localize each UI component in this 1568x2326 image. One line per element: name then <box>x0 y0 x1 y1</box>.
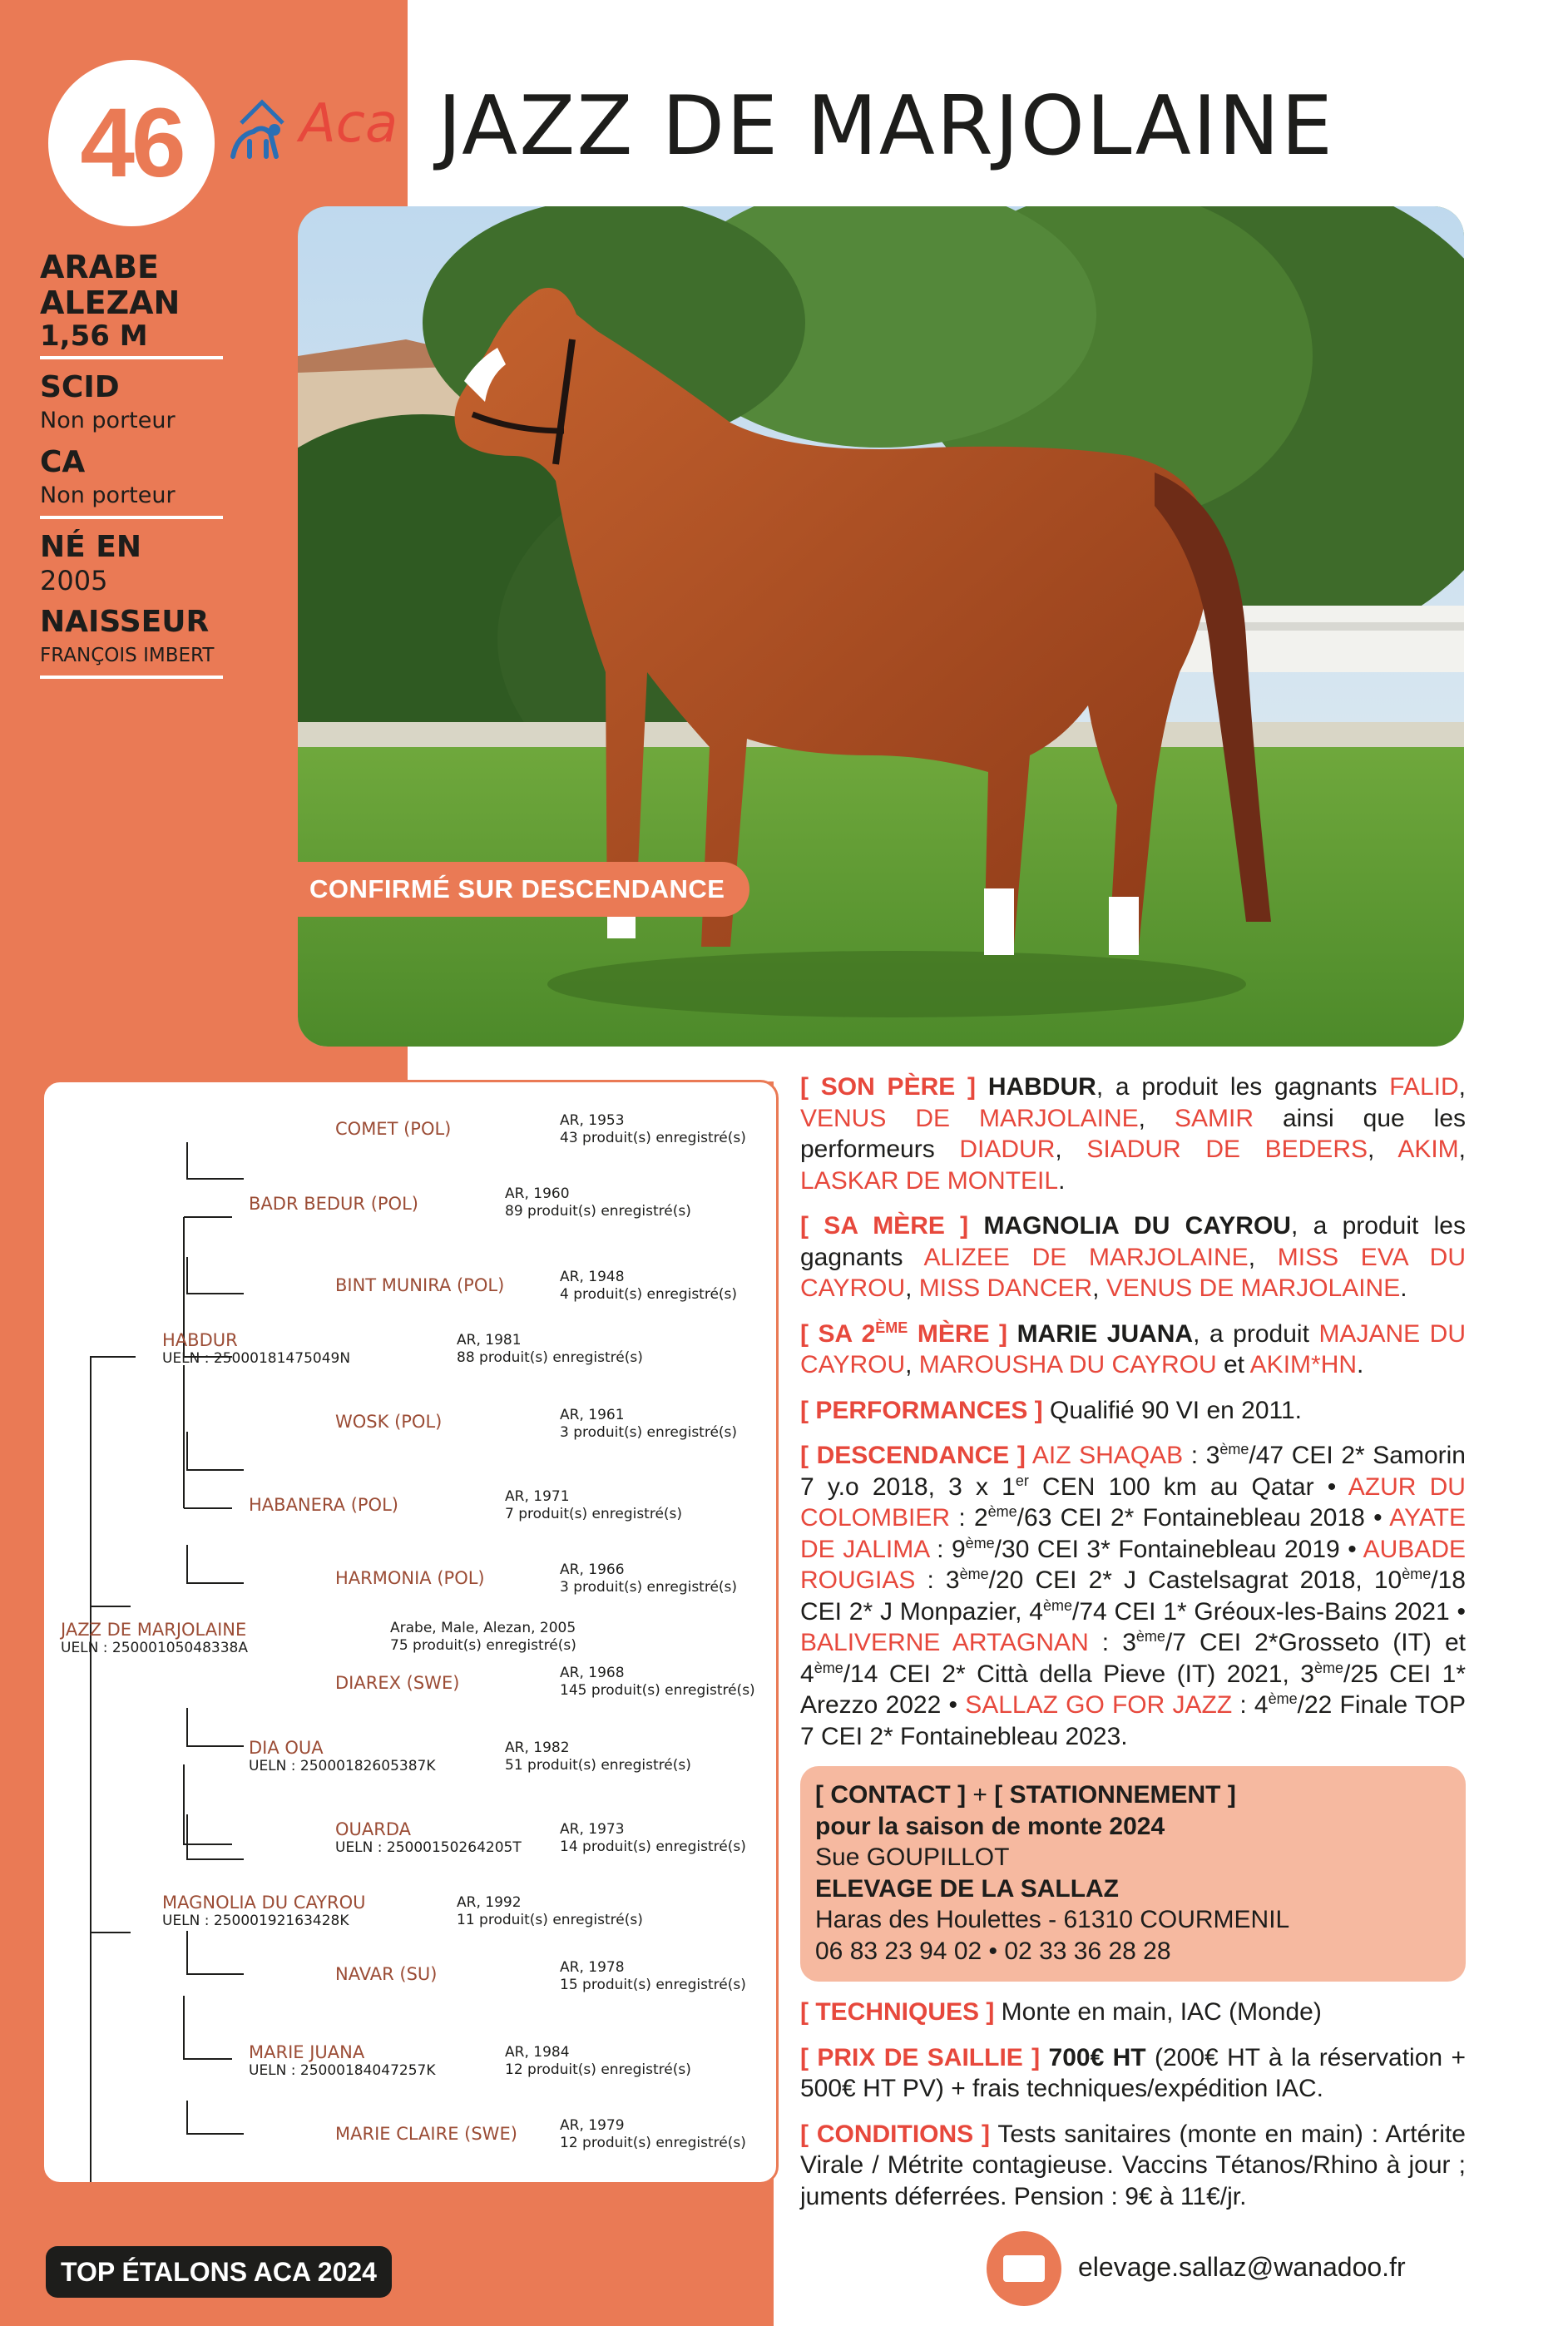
horse-photo <box>298 206 1464 1047</box>
pedigree-sd-info2: 7 produit(s) enregistré(s) <box>505 1506 683 1522</box>
dam-winner-2: MISS EVA DU CAYROU <box>800 1243 1466 1302</box>
ca-value: Non porteur <box>40 483 176 508</box>
sire-name: HABDUR <box>987 1073 1096 1101</box>
conditions-text: Tests sanitaires (monte en main) : Artérite Virale / Métrite contagieuse. Vaccins Tétanos/Rhino à jour ; juments déferrées. Pension : 9€ à 11€/jr. <box>800 2120 1466 2210</box>
contact-plus: + <box>966 1781 995 1809</box>
sire-winner-3: SAMIR <box>1174 1104 1254 1132</box>
offspring-horse-3: AYATE DE JALIMA <box>800 1504 1466 1563</box>
pedigree-ddd-name: MARIE CLAIRE (SWE) <box>335 2124 517 2144</box>
breeder-label: NAISSEUR <box>40 605 210 639</box>
pedigree-sire-info1: AR, 1981 <box>457 1332 522 1349</box>
pedigree-ss-info2: 89 produit(s) enregistré(s) <box>505 1203 691 1220</box>
aca-logo-text: Aca <box>299 93 398 155</box>
performances-paragraph <box>800 1395 1466 1427</box>
contact-box <box>800 1766 1466 1982</box>
pedigree-ds-info <box>505 1740 691 1774</box>
season-line: pour la saison de monte 2024 <box>815 1812 1165 1840</box>
scid-block <box>40 369 223 441</box>
pedigree-sss-info <box>560 1112 746 1147</box>
offspring-horse-1: AIZ SHAQAB <box>1031 1442 1184 1469</box>
pedigree-dd-info <box>505 2044 691 2079</box>
mail-icon <box>987 2231 1061 2306</box>
sire-label: [ SON PÈRE ] <box>800 1073 977 1101</box>
catalog-number-badge <box>48 60 215 226</box>
pedigree-sss-info1: AR, 1953 <box>560 1112 625 1129</box>
breed-block <box>40 250 223 359</box>
granddam-paragraph: [ SA 2ÈME MÈRE ] MARIE JUANA, a produit MAJANE DU CAYROU, MAROUSHA DU CAYROU et AKIM*HN. <box>800 1319 1466 1378</box>
pedigree-sss-info2: 43 produit(s) enregistré(s) <box>560 1130 746 1146</box>
pedigree-dds-info <box>560 1959 746 1994</box>
pedigree-sds-name: WOSK (POL) <box>335 1412 443 1432</box>
granddam-text-1: , a produit <box>1193 1319 1319 1348</box>
pedigree-dsd-info1: AR, 1973 <box>560 1821 625 1838</box>
pedigree-subject-ueln: UELN : 25000105048338A <box>61 1640 248 1656</box>
pedigree-ddd-info1: AR, 1979 <box>560 2117 625 2134</box>
pedigree-sd-info1: AR, 1971 <box>505 1488 570 1505</box>
pedigree-ds-info1: AR, 1982 <box>505 1740 570 1756</box>
pedigree-dss-name: DIAREX (SWE) <box>335 1673 460 1693</box>
sire-text-1: , a produit les gagnants <box>1096 1073 1390 1101</box>
pedigree-ds-name: DIA OUA <box>249 1738 324 1758</box>
pedigree-subject-name: JAZZ DE MARJOLAINE <box>61 1620 247 1640</box>
contact-address: Haras des Houlettes - 61310 COURMENIL <box>815 1906 1290 1933</box>
contact-phone[interactable]: 06 83 23 94 02 • 02 33 36 28 28 <box>815 1937 1171 1965</box>
born-label: NÉ EN <box>40 530 141 564</box>
pedigree-subject-info1: Arabe, Male, Alezan, 2005 <box>390 1620 576 1636</box>
pedigree-dsd-ueln: UELN : 25000150264205T <box>335 1839 522 1856</box>
ca-label: CA <box>40 445 86 479</box>
breeder-block <box>40 604 223 679</box>
pedigree-sire-info <box>457 1332 643 1367</box>
pedigree-ss-info <box>505 1185 691 1220</box>
pedigree-dd-info2: 12 produit(s) enregistré(s) <box>505 2061 691 2078</box>
pedigree-dam-info2: 11 produit(s) enregistré(s) <box>457 1912 643 1928</box>
contact-email[interactable]: elevage.sallaz@wanadoo.fr <box>1078 2252 1406 2282</box>
pedigree-dds-info2: 15 produit(s) enregistré(s) <box>560 1977 746 1993</box>
offspring-horse-5: BALIVERNE ARTAGNAN <box>800 1629 1089 1656</box>
pedigree-sds-info <box>560 1407 737 1442</box>
offspring-horse-6: SALLAZ GO FOR JAZZ <box>965 1691 1233 1719</box>
pedigree-chart <box>42 1080 779 2185</box>
envelope-icon <box>1003 2255 1045 2282</box>
dam-winner-3: MISS DANCER <box>918 1274 1093 1302</box>
sire-text-2: ainsi que les performeurs <box>800 1104 1466 1163</box>
granddam-name: MARIE JUANA <box>1016 1319 1194 1348</box>
pedigree-dds-info1: AR, 1978 <box>560 1959 625 1976</box>
contact-organisation: ELEVAGE DE LA SALLAZ <box>815 1874 1120 1903</box>
pedigree-ssd-name: BINT MUNIRA (POL) <box>335 1275 505 1295</box>
contact-heading <box>815 1779 1451 1811</box>
pedigree-sds-info2: 3 produit(s) enregistré(s) <box>560 1424 738 1441</box>
performances-label: [ PERFORMANCES ] <box>800 1396 1043 1424</box>
pedigree-sdd-info2: 3 produit(s) enregistré(s) <box>560 1579 738 1596</box>
sire-performer-3: AKIM <box>1397 1136 1459 1163</box>
catalog-number: 46 <box>80 88 183 198</box>
pedigree-ddd-info2: 12 produit(s) enregistré(s) <box>560 2135 746 2151</box>
catalog-footer-text: TOP ÉTALONS ACA 2024 <box>61 2256 377 2287</box>
pedigree-ddd-info <box>560 2117 746 2152</box>
pedigree-dam-info <box>457 1894 643 1929</box>
pedigree-ss-name: BADR BEDUR (POL) <box>249 1194 418 1214</box>
pedigree-dam-ueln: UELN : 25000192163428K <box>162 1913 349 1929</box>
granddam-label <box>800 1320 1007 1348</box>
pedigree-sdd-info1: AR, 1966 <box>560 1561 625 1578</box>
horse-photo-illustration <box>298 206 1464 1047</box>
sire-performer-1: DIADUR <box>959 1136 1056 1163</box>
breed: ARABE <box>40 249 160 285</box>
pedigree-ds-ueln: UELN : 25000182605387K <box>249 1758 436 1774</box>
sire-winner-1: FALID <box>1389 1073 1459 1101</box>
dam-winner-4: VENUS DE MARJOLAINE <box>1106 1274 1401 1302</box>
coat: ALEZAN <box>40 285 181 321</box>
horse-name-title: JAZZ DE MARJOLAINE <box>438 79 1334 174</box>
price-text: (200€ HT à la réservation + 500€ HT PV) + frais techniques/expédition IAC. <box>800 2043 1466 2102</box>
pedigree-ssd-info2: 4 produit(s) enregistré(s) <box>560 1286 738 1303</box>
granddam-label-b: MÈRE ] <box>908 1319 1008 1348</box>
pedigree-dss-info <box>560 1665 755 1700</box>
ca-block <box>40 444 223 519</box>
pedigree-dds-name: NAVAR (SU) <box>335 1964 438 1984</box>
pedigree-dss-info1: AR, 1968 <box>560 1665 625 1681</box>
pedigree-dsd-info <box>560 1821 746 1856</box>
pedigree-subject-info2: 75 produit(s) enregistré(s) <box>390 1637 576 1654</box>
pedigree-ssd-info1: AR, 1948 <box>560 1269 625 1285</box>
scid-label: SCID <box>40 370 120 404</box>
price-paragraph <box>800 2042 1466 2105</box>
born-block <box>40 529 223 601</box>
pedigree-ss-info1: AR, 1960 <box>505 1185 570 1202</box>
offspring-horse-4: AUBADE ROUGIAS <box>800 1535 1466 1594</box>
scid-value: Non porteur <box>40 408 176 433</box>
pedigree-sire-info2: 88 produit(s) enregistré(s) <box>457 1349 643 1366</box>
pedigree-dss-info2: 145 produit(s) enregistré(s) <box>560 1682 755 1699</box>
pedigree-dd-info1: AR, 1984 <box>505 2044 570 2061</box>
contact-label: [ CONTACT ] <box>815 1781 967 1809</box>
offspring-paragraph: [ DESCENDANCE ] AIZ SHAQAB : 3ème/47 CEI 2* Samorin 7 y.o 2018, 3 x 1er CEN 100 km au Qatar • AZUR DU COLOMBIER : 2ème/63 CEI 2* Fontainebleau 2018 • AYATE DE JALIMA : 9ème/30 CEI 3* Fontainebleau 2019 • AUBADE ROUGIAS : 3ème/20 CEI 2* J Castelsagrat 2018, 10ème/18 CEI 2* J Monpazier, 4ème/74 CEI 1* Gréoux-les-Bains 2021 • BALIVERNE ARTAGNAN : 3ème/7 CEI 2*Grosseto (IT) et 4ème/14 CEI 2* Città della Pieve (IT) 2021, 3ème/25 CEI 1* Arezzo 2022 • SALLAZ GO FOR JAZZ : 4ème/22 Finale TOP 7 CEI 2* Fontainebleau 2023. <box>800 1441 1466 1750</box>
description-column <box>800 1071 1466 2226</box>
offspring-label: [ DESCENDANCE ] <box>800 1442 1026 1469</box>
dam-winner-1: ALIZEE DE MARJOLAINE <box>923 1243 1249 1271</box>
sire-performer-4: LASKAR DE MONTEIL <box>800 1166 1059 1195</box>
granddam-winner-2: MAROUSHA DU CAYROU <box>918 1351 1217 1378</box>
pedigree-subject-info <box>390 1620 576 1655</box>
techniques-paragraph <box>800 1997 1466 2028</box>
confirmed-badge-text: CONFIRMÉ SUR DESCENDANCE <box>309 874 725 903</box>
height: 1,56 M <box>40 319 148 353</box>
dam-paragraph: [ SA MÈRE ] MAGNOLIA DU CAYROU, a produit les gagnants ALIZEE DE MARJOLAINE, MISS EVA DU CAYROU, MISS DANCER, VENUS DE MARJOLAINE. <box>800 1212 1466 1302</box>
pedigree-sds-info1: AR, 1961 <box>560 1407 625 1423</box>
dam-name: MAGNOLIA DU CAYROU <box>983 1212 1291 1240</box>
granddam-winner-1: MAJANE DU CAYROU <box>800 1319 1466 1378</box>
breeder-value: FRANÇOIS IMBERT <box>40 645 215 666</box>
pedigree-sd-info <box>505 1488 682 1523</box>
price-label: [ PRIX DE SAILLIE ] <box>800 2043 1041 2071</box>
horse-facts <box>40 250 223 689</box>
pedigree-dsd-info2: 14 produit(s) enregistré(s) <box>560 1839 746 1855</box>
station-label: [ STATIONNEMENT ] <box>994 1781 1236 1809</box>
pedigree-sd-name: HABANERA (POL) <box>249 1495 398 1515</box>
pedigree-dam-info1: AR, 1992 <box>457 1894 522 1911</box>
pedigree-sss-name: COMET (POL) <box>335 1119 452 1139</box>
dam-text-1: , a produit les gagnants <box>800 1212 1466 1271</box>
pedigree-sdd-name: HARMONIA (POL) <box>335 1568 485 1588</box>
sire-winner-2: VENUS DE MARJOLAINE <box>800 1104 1139 1132</box>
techniques-label: [ TECHNIQUES ] <box>800 1998 995 2026</box>
catalog-footer-badge <box>46 2246 392 2298</box>
sire-paragraph: [ SON PÈRE ] HABDUR, a produit les gagnants FALID, VENUS DE MARJOLAINE, SAMIR ainsi que les performeurs DIADUR, SIADUR DE BEDERS, AKIM, LASKAR DE MONTEIL. <box>800 1073 1467 1195</box>
price-value: 700€ HT <box>1048 2043 1146 2071</box>
pedigree-sdd-info <box>560 1561 737 1596</box>
dam-label: [ SA MÈRE ] <box>800 1212 969 1240</box>
pedigree-dd-ueln: UELN : 25000184047257K <box>249 2062 436 2079</box>
pedigree-dd-name: MARIE JUANA <box>249 2042 365 2062</box>
born-value: 2005 <box>40 565 108 596</box>
conditions-label: [ CONDITIONS ] <box>800 2120 991 2148</box>
pedigree-ssd-info <box>560 1269 737 1304</box>
confirmed-badge <box>298 862 749 917</box>
sire-performer-2: SIADUR DE BEDERS <box>1086 1136 1368 1163</box>
conditions-paragraph <box>800 2119 1466 2213</box>
granddam-label-a: [ SA 2 <box>800 1319 876 1348</box>
granddam-winner-3: AKIM*HN <box>1249 1351 1358 1378</box>
granddam-label-sup: ÈME <box>875 1319 908 1336</box>
techniques-text: Monte en main, IAC (Monde) <box>994 1998 1322 2026</box>
pedigree-sire-ueln: UELN : 25000181475049N <box>162 1350 351 1367</box>
contact-name: Sue GOUPILLOT <box>815 1843 1010 1871</box>
offspring-horse-2: AZUR DU COLOMBIER <box>800 1472 1466 1532</box>
pedigree-dsd-name: OUARDA <box>335 1819 412 1839</box>
pedigree-sire-name: HABDUR <box>162 1330 238 1350</box>
performances-text: Qualifié 90 VI en 2011. <box>1042 1396 1302 1424</box>
pedigree-ds-info2: 51 produit(s) enregistré(s) <box>505 1757 691 1774</box>
pedigree-dam-name: MAGNOLIA DU CAYROU <box>162 1893 366 1913</box>
